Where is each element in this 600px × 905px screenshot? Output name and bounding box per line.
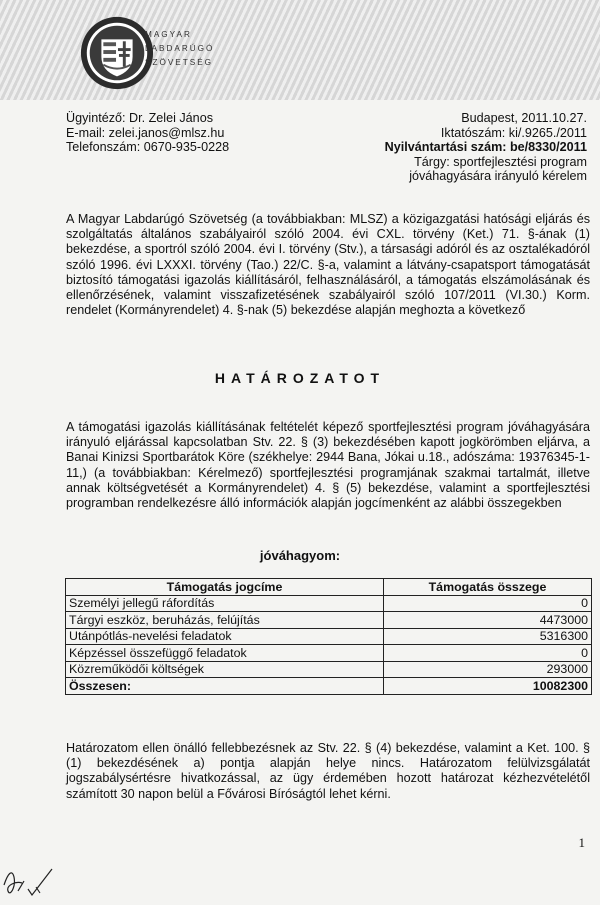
subject-line: Tárgy: sportfejlesztési program [414, 154, 587, 169]
row-title: Tárgyi eszköz, beruházás, felújítás [66, 612, 384, 629]
org-name-line: SZÖVETSÉG [145, 58, 214, 67]
email-address: E-mail: zelei.janos@mlsz.hu [66, 125, 225, 140]
org-name-line: LABDARÚGÓ [145, 44, 215, 53]
org-name-line: MAGYAR [145, 30, 192, 39]
registry-number: Nyilvántartási szám: be/8330/2011 [384, 140, 587, 154]
decision-title: HATÁROZATOT [214, 370, 386, 386]
table-header-row [66, 579, 592, 596]
row-amount: 293000 [384, 661, 592, 678]
row-title: Személyi jellegű ráfordítás [66, 595, 384, 612]
organization-name [145, 28, 214, 70]
table-total-row [66, 678, 592, 695]
total-amount: 10082300 [384, 678, 592, 695]
row-amount: 4473000 [384, 612, 592, 629]
support-table [65, 578, 592, 695]
case-officer: Ügyintéző: Dr. Zelei János [66, 111, 213, 125]
decision-paragraph: A támogatási igazolás kiállításának feltételét képező sportfejlesztési program jóváhagyására irányuló eljárással kapcsolatban Stv. 22. § (3) bekezdésében kapott jogkörömben eljárva, a Banai Kinizsi Sportbarátok Köre (székhelye: 2944 Bana, Jókai u.18., adószáma: 19376345-1-11,) (a továbbiakban: Kérelmező) sportfejlesztési programjának szakmai tartalmát, illetve annak költségvetését a Kormányrendelet) 4. § (5) bekezdése, valamint a sportfejlesztési programban rendelkezésre álló információk alapján jogcímenként az alábbi összegekben [66, 420, 590, 511]
place-date: Budapest, 2011.10.27. [461, 111, 587, 125]
contact-block [66, 111, 229, 155]
row-amount: 0 [384, 645, 592, 662]
table-row [66, 612, 592, 629]
reference-block [385, 111, 587, 184]
column-header-amount: Támogatás összege [384, 579, 592, 596]
table-row [66, 628, 592, 645]
row-amount: 0 [384, 595, 592, 612]
total-label: Összesen: [66, 678, 384, 695]
page-number: 1 [578, 835, 585, 850]
row-amount: 5316300 [384, 628, 592, 645]
subject-line: jóváhagyására irányuló kérelem [409, 169, 587, 183]
handwritten-initials-icon [0, 855, 80, 905]
intro-paragraph: A Magyar Labdarúgó Szövetség (a továbbiakban: MLSZ) a közigazgatási hatósági eljárás és szolgáltatás általános szabályairól szóló 2004. évi CXL. törvény (Ket.) 71. §-ának (1) bekezdése, a sportról szóló 2004. évi I. törvény (Stv.), a társasági adóról és az osztalékadóról szóló 1996. évi LXXXI. törvény (Tao.) 22/C. §-a, valamint a látvány-csapatsport támogatását biztosító támogatási igazolás kiállításáról, felhasználásáról, a támogatás elszámolásának és ellenőrzésének, valamint visszafizetésének szabályairól szóló 107/2011 (VI.30.) Korm. rendelet (Kormányrendelet) 4. §-nak (5) bekezdése alapján meghozta a következő [66, 212, 590, 318]
phone-number: Telefonszám: 0670-935-0228 [66, 140, 230, 154]
row-title: Képzéssel összefüggő feladatok [66, 645, 384, 662]
table-row [66, 595, 592, 612]
approve-label: jóváhagyom: [259, 548, 341, 563]
row-title: Közreműködői költségek [66, 661, 384, 678]
table-row [66, 645, 592, 662]
filing-number: Iktatószám: ki/.9265./2011 [440, 125, 587, 140]
row-title: Utánpótlás-nevelési feladatok [66, 628, 384, 645]
table-row [66, 661, 592, 678]
column-header-title: Támogatás jogcíme [66, 579, 384, 596]
appeal-paragraph: Határozatom ellen önálló fellebbezésnek az Stv. 22. § (4) bekezdése, valamint a Ket. 100. § (1) bekezdésének a) pontja alapján helye nincs. Határozatom felülvizsgálatát jogszabálysértésre hivatkozással, az ügy érdemében hozott határozat kézhezvételétől számított 30 napon belül a Fővárosi Bíróságtól lehet kérni. [66, 741, 590, 801]
